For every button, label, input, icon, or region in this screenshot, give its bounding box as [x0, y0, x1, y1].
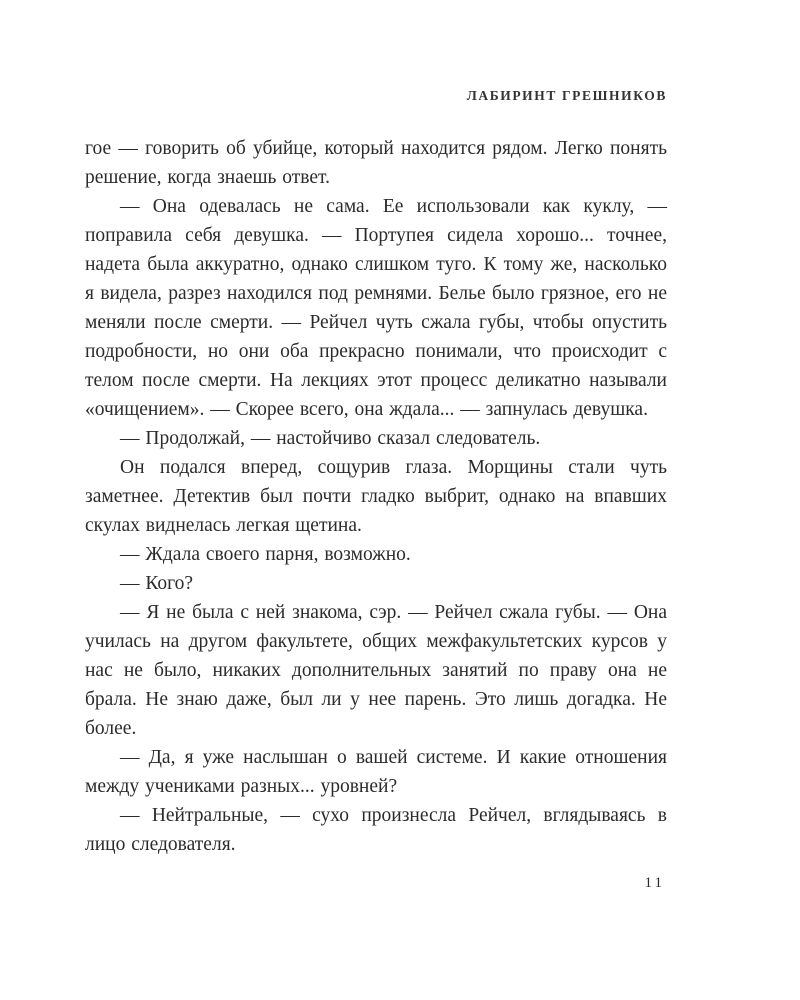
running-header: ЛАБИРИНТ ГРЕШНИКОВ — [466, 88, 667, 103]
paragraph: — Да, я уже наслышан о вашей системе. И какие отношения между учениками разных... уровней? — [85, 747, 667, 797]
paragraph: Он подался вперед, сощурив глаза. Морщины стали чуть заметнее. Детектив был почти гладко выбрит, однако на впавших скулах виднелась легкая щетина. — [85, 457, 667, 536]
paragraph: гое — говорить об убийце, который находится рядом. Легко понять решение, когда знаешь ответ. — [85, 138, 667, 188]
paragraph: — Я не была с ней знакома, сэр. — Рейчел сжала губы. — Она училась на другом факультете, общих межфакультетских курсов у нас не было, никаких дополнительных занятий по праву она не брала. Не знаю даже, был ли у нее парень. Это лишь догадка. Не более. — [85, 602, 667, 739]
paragraph: — Продолжай, — настойчиво сказал следователь. — [120, 428, 541, 449]
page-number: 11 — [644, 875, 665, 891]
paragraph: — Нейтральные, — сухо произнесла Рейчел, вглядываясь в лицо следователя. — [85, 805, 667, 855]
paragraph: — Кого? — [120, 573, 194, 594]
body-text — [85, 134, 667, 859]
paragraph: — Она одевалась не сама. Ее использовали как куклу, — поправила себя девушка. — Портупея сидела хорошо... точнее, надета была аккуратно, однако слишком туго. К тому же, насколько я видела, разрез находился под ремнями. Белье было грязное, его не меняли после смерти. — Рейчел чуть сжала губы, чтобы опустить подробности, но они оба прекрасно понимали, что происходит с телом после смерти. На лекциях этот процесс деликатно называли «очищением». — Скорее всего, она ждала... — запнулась девушка. — [85, 196, 667, 420]
paragraph: — Ждала своего парня, возможно. — [120, 544, 411, 565]
